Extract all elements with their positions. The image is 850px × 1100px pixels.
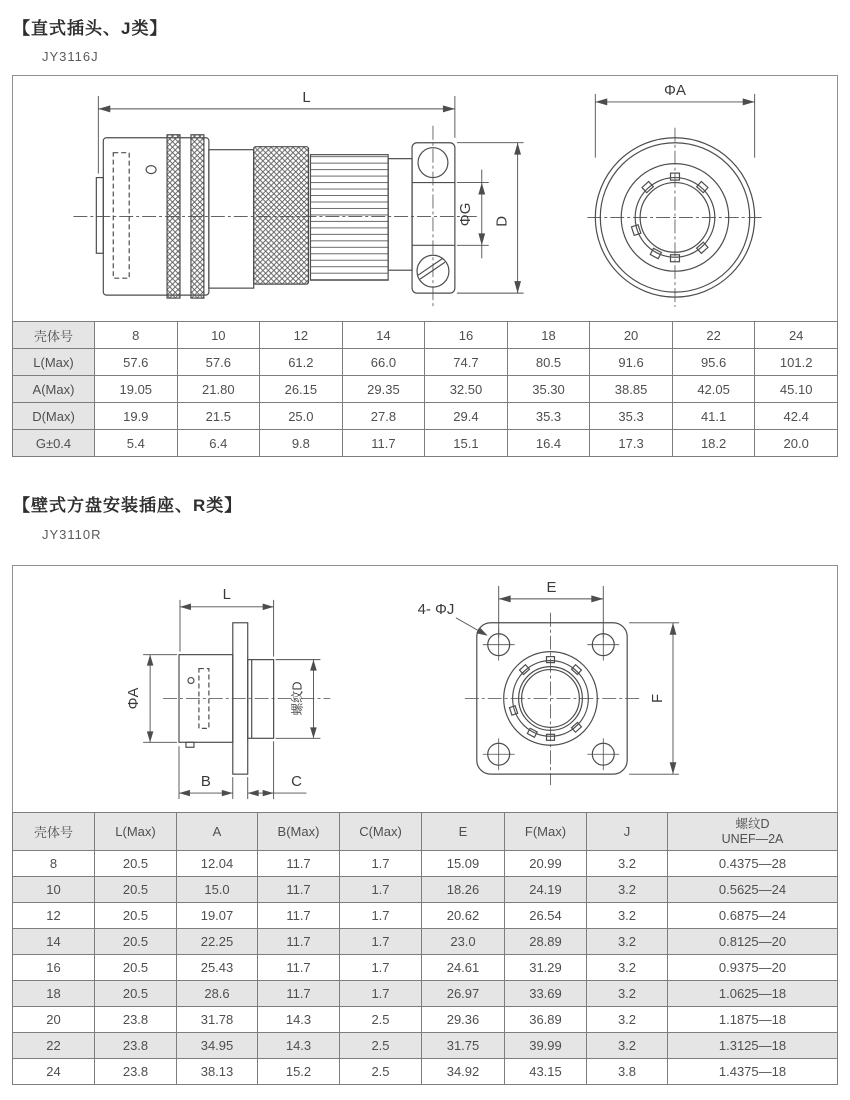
column-header: J: [587, 813, 668, 851]
thread-header-line: 螺纹D: [735, 816, 770, 831]
dim-value-cell: 42.4: [755, 403, 838, 430]
r-type-dimension-table: [12, 812, 838, 1085]
dim-value-cell: 20.5: [95, 955, 177, 981]
r-table-body: [13, 851, 838, 1085]
dim-value-cell: 61.2: [260, 349, 343, 376]
dim-value-cell: 36.89: [505, 1007, 587, 1033]
dim-value-cell: 21.5: [177, 403, 260, 430]
dim-value-cell: 3.2: [587, 929, 668, 955]
shell-number-cell: 12: [260, 322, 343, 349]
dim-value-cell: 29.35: [342, 376, 425, 403]
j-type-dimension-table: [12, 321, 838, 457]
table-row: [13, 1033, 838, 1059]
dim-value-cell: 22.25: [177, 929, 258, 955]
shell-number-cell: 16: [13, 955, 95, 981]
dim-value-cell: 3.2: [587, 981, 668, 1007]
dim-row-label: G±0.4: [13, 430, 95, 457]
shell-number-cell: 24: [755, 322, 838, 349]
dim-value-cell: 2.5: [340, 1059, 422, 1085]
dim-value-cell: 23.0: [422, 929, 505, 955]
dim-value-cell: 66.0: [342, 349, 425, 376]
shell-number-cell: 10: [13, 877, 95, 903]
dim-value-cell: 3.2: [587, 955, 668, 981]
dim-value-cell: 1.7: [340, 877, 422, 903]
dim-value-cell: 29.36: [422, 1007, 505, 1033]
shell-number-cell: 8: [95, 322, 178, 349]
dim-value-cell: 20.99: [505, 851, 587, 877]
dim-value-cell: 25.43: [177, 955, 258, 981]
dim-value-cell: 26.97: [422, 981, 505, 1007]
thread-header-line: UNEF—2A: [721, 831, 784, 846]
section2-model: JY3110R: [42, 527, 102, 542]
column-header: F(Max): [505, 813, 587, 851]
dim-value-cell: 43.15: [505, 1059, 587, 1085]
dim-value-cell: 0.8125—20: [668, 929, 838, 955]
table-row: [13, 1059, 838, 1085]
dim-value-cell: 20.5: [95, 903, 177, 929]
dim-value-cell: 12.04: [177, 851, 258, 877]
dim-row-label: A(Max): [13, 376, 95, 403]
dim-value-cell: 18.2: [672, 430, 755, 457]
dim-value-cell: 101.2: [755, 349, 838, 376]
column-header: A: [177, 813, 258, 851]
dim-value-cell: 1.7: [340, 929, 422, 955]
jy3116j-technical-drawing: [13, 76, 837, 322]
dim-value-cell: 15.0: [177, 877, 258, 903]
dim-label-phiA: ΦA: [125, 687, 143, 710]
dim-value-cell: 20.5: [95, 981, 177, 1007]
dim-value-cell: 26.15: [260, 376, 343, 403]
table-row: [13, 981, 838, 1007]
dim-value-cell: 2.5: [340, 1033, 422, 1059]
column-header: B(Max): [258, 813, 340, 851]
dimension-row: [13, 430, 838, 457]
dim-value-cell: 3.2: [587, 877, 668, 903]
dim-value-cell: 33.69: [505, 981, 587, 1007]
header-row: [13, 813, 838, 851]
dim-label-D: D: [493, 216, 511, 227]
j-table-body: [13, 322, 838, 457]
dim-value-cell: 1.4375—18: [668, 1059, 838, 1085]
dim-value-cell: 1.3125—18: [668, 1033, 838, 1059]
column-header-thread: [668, 813, 838, 851]
knurl-band: [191, 135, 204, 298]
shell-number-cell: 22: [13, 1033, 95, 1059]
dim-value-cell: 11.7: [258, 929, 340, 955]
dim-value-cell: 14.3: [258, 1033, 340, 1059]
dim-value-cell: 39.99: [505, 1033, 587, 1059]
dim-value-cell: 35.3: [507, 403, 590, 430]
dim-value-cell: 1.7: [340, 903, 422, 929]
dim-value-cell: 32.50: [425, 376, 508, 403]
dim-value-cell: 34.92: [422, 1059, 505, 1085]
dim-value-cell: 19.07: [177, 903, 258, 929]
column-header: C(Max): [340, 813, 422, 851]
polarity-dot: [146, 166, 156, 174]
shell-number-cell: 14: [13, 929, 95, 955]
shell-number-cell: 18: [13, 981, 95, 1007]
side-view: [125, 586, 330, 799]
jy3110r-drawing-panel: [12, 565, 838, 813]
column-header: E: [422, 813, 505, 851]
dim-label-threadD: 螺纹D: [290, 681, 305, 716]
jy3110r-technical-drawing: [13, 566, 837, 812]
column-header: 壳体号: [13, 813, 95, 851]
dim-label-phiG: ΦG: [456, 202, 474, 227]
section1-title: 【直式插头、J类】: [13, 19, 168, 38]
dim-value-cell: 34.95: [177, 1033, 258, 1059]
dim-value-cell: 95.6: [672, 349, 755, 376]
dim-value-cell: 80.5: [507, 349, 590, 376]
dim-value-cell: 15.2: [258, 1059, 340, 1085]
shell-number-cell: 24: [13, 1059, 95, 1085]
dim-label-4phiJ: 4- ΦJ: [417, 600, 455, 618]
side-view: [73, 89, 523, 307]
dim-value-cell: 29.4: [425, 403, 508, 430]
dim-value-cell: 15.09: [422, 851, 505, 877]
dim-label-phiA: ΦA: [664, 81, 686, 99]
dim-value-cell: 17.3: [590, 430, 673, 457]
section1-model: JY3116J: [42, 49, 99, 64]
dim-value-cell: 11.7: [258, 851, 340, 877]
dim-value-cell: 2.5: [340, 1007, 422, 1033]
front-view: [587, 82, 762, 307]
ribbed-section: [310, 155, 388, 280]
dim-value-cell: 3.2: [587, 1007, 668, 1033]
dim-label-L: L: [222, 585, 231, 603]
shell-number-cell: 22: [672, 322, 755, 349]
dim-label-E: E: [546, 578, 557, 596]
shell-number-cell: 10: [177, 322, 260, 349]
shell-number-cell: 18: [507, 322, 590, 349]
dim-value-cell: 9.8: [260, 430, 343, 457]
shell-number-row: [13, 322, 838, 349]
table-row: [13, 955, 838, 981]
section2-title: 【壁式方盘安装插座、R类】: [13, 496, 243, 515]
dim-label-C: C: [291, 773, 302, 791]
dim-value-cell: 19.9: [95, 403, 178, 430]
dim-value-cell: 1.7: [340, 955, 422, 981]
dim-value-cell: 20.5: [95, 851, 177, 877]
dim-value-cell: 18.26: [422, 877, 505, 903]
dim-value-cell: 45.10: [755, 376, 838, 403]
dim-value-cell: 23.8: [95, 1033, 177, 1059]
dim-label-L: L: [302, 88, 311, 106]
dim-value-cell: 23.8: [95, 1007, 177, 1033]
dim-value-cell: 57.6: [95, 349, 178, 376]
row-header-shell: 壳体号: [13, 322, 95, 349]
shell-number-cell: 20: [13, 1007, 95, 1033]
dim-label-F: F: [649, 693, 667, 704]
dim-value-cell: 38.13: [177, 1059, 258, 1085]
dim-value-cell: 24.19: [505, 877, 587, 903]
dim-value-cell: 41.1: [672, 403, 755, 430]
shell-number-cell: 8: [13, 851, 95, 877]
dim-value-cell: 14.3: [258, 1007, 340, 1033]
front-view: [418, 579, 679, 785]
table-row: [13, 877, 838, 903]
dim-value-cell: 35.30: [507, 376, 590, 403]
dim-value-cell: 27.8: [342, 403, 425, 430]
dim-value-cell: 26.54: [505, 903, 587, 929]
shell-number-cell: 20: [590, 322, 673, 349]
dim-value-cell: 0.6875—24: [668, 903, 838, 929]
dim-value-cell: 15.1: [425, 430, 508, 457]
dim-value-cell: 21.80: [177, 376, 260, 403]
dim-value-cell: 3.2: [587, 1033, 668, 1059]
knurled-coupling: [254, 147, 309, 284]
table-row: [13, 903, 838, 929]
dim-value-cell: 38.85: [590, 376, 673, 403]
shell-number-cell: 16: [425, 322, 508, 349]
dimension-row: [13, 403, 838, 430]
dim-value-cell: 1.7: [340, 981, 422, 1007]
dim-row-label: D(Max): [13, 403, 95, 430]
dim-value-cell: 11.7: [258, 903, 340, 929]
table-row: [13, 851, 838, 877]
dim-value-cell: 31.29: [505, 955, 587, 981]
dim-value-cell: 31.75: [422, 1033, 505, 1059]
dim-value-cell: 20.62: [422, 903, 505, 929]
dim-value-cell: 28.89: [505, 929, 587, 955]
dim-value-cell: 20.0: [755, 430, 838, 457]
dim-value-cell: 35.3: [590, 403, 673, 430]
dim-value-cell: 42.05: [672, 376, 755, 403]
dimension-row: [13, 349, 838, 376]
dim-value-cell: 23.8: [95, 1059, 177, 1085]
dim-value-cell: 11.7: [258, 981, 340, 1007]
dim-value-cell: 0.9375—20: [668, 955, 838, 981]
jy3116j-drawing-panel: [12, 75, 838, 323]
dim-value-cell: 11.7: [258, 877, 340, 903]
table-row: [13, 929, 838, 955]
knurl-band: [167, 135, 180, 298]
dim-value-cell: 6.4: [177, 430, 260, 457]
shell-number-cell: 14: [342, 322, 425, 349]
dim-value-cell: 57.6: [177, 349, 260, 376]
dim-row-label: L(Max): [13, 349, 95, 376]
dim-value-cell: 31.78: [177, 1007, 258, 1033]
table-row: [13, 1007, 838, 1033]
dim-value-cell: 74.7: [425, 349, 508, 376]
r-table-head: [13, 813, 838, 851]
dim-value-cell: 0.4375—28: [668, 851, 838, 877]
column-header: L(Max): [95, 813, 177, 851]
dim-value-cell: 3.2: [587, 903, 668, 929]
dim-value-cell: 3.2: [587, 851, 668, 877]
dim-value-cell: 5.4: [95, 430, 178, 457]
dim-value-cell: 28.6: [177, 981, 258, 1007]
dim-value-cell: 19.05: [95, 376, 178, 403]
dim-value-cell: 1.0625—18: [668, 981, 838, 1007]
dimension-row: [13, 376, 838, 403]
shell-number-cell: 12: [13, 903, 95, 929]
dim-value-cell: 11.7: [342, 430, 425, 457]
dim-value-cell: 91.6: [590, 349, 673, 376]
dim-value-cell: 1.7: [340, 851, 422, 877]
dim-value-cell: 25.0: [260, 403, 343, 430]
dim-value-cell: 0.5625—24: [668, 877, 838, 903]
dim-value-cell: 20.5: [95, 877, 177, 903]
dim-label-B: B: [200, 773, 211, 791]
dim-value-cell: 16.4: [507, 430, 590, 457]
dim-value-cell: 1.1875—18: [668, 1007, 838, 1033]
dim-value-cell: 3.8: [587, 1059, 668, 1085]
dim-value-cell: 24.61: [422, 955, 505, 981]
dim-value-cell: 11.7: [258, 955, 340, 981]
dim-value-cell: 20.5: [95, 929, 177, 955]
